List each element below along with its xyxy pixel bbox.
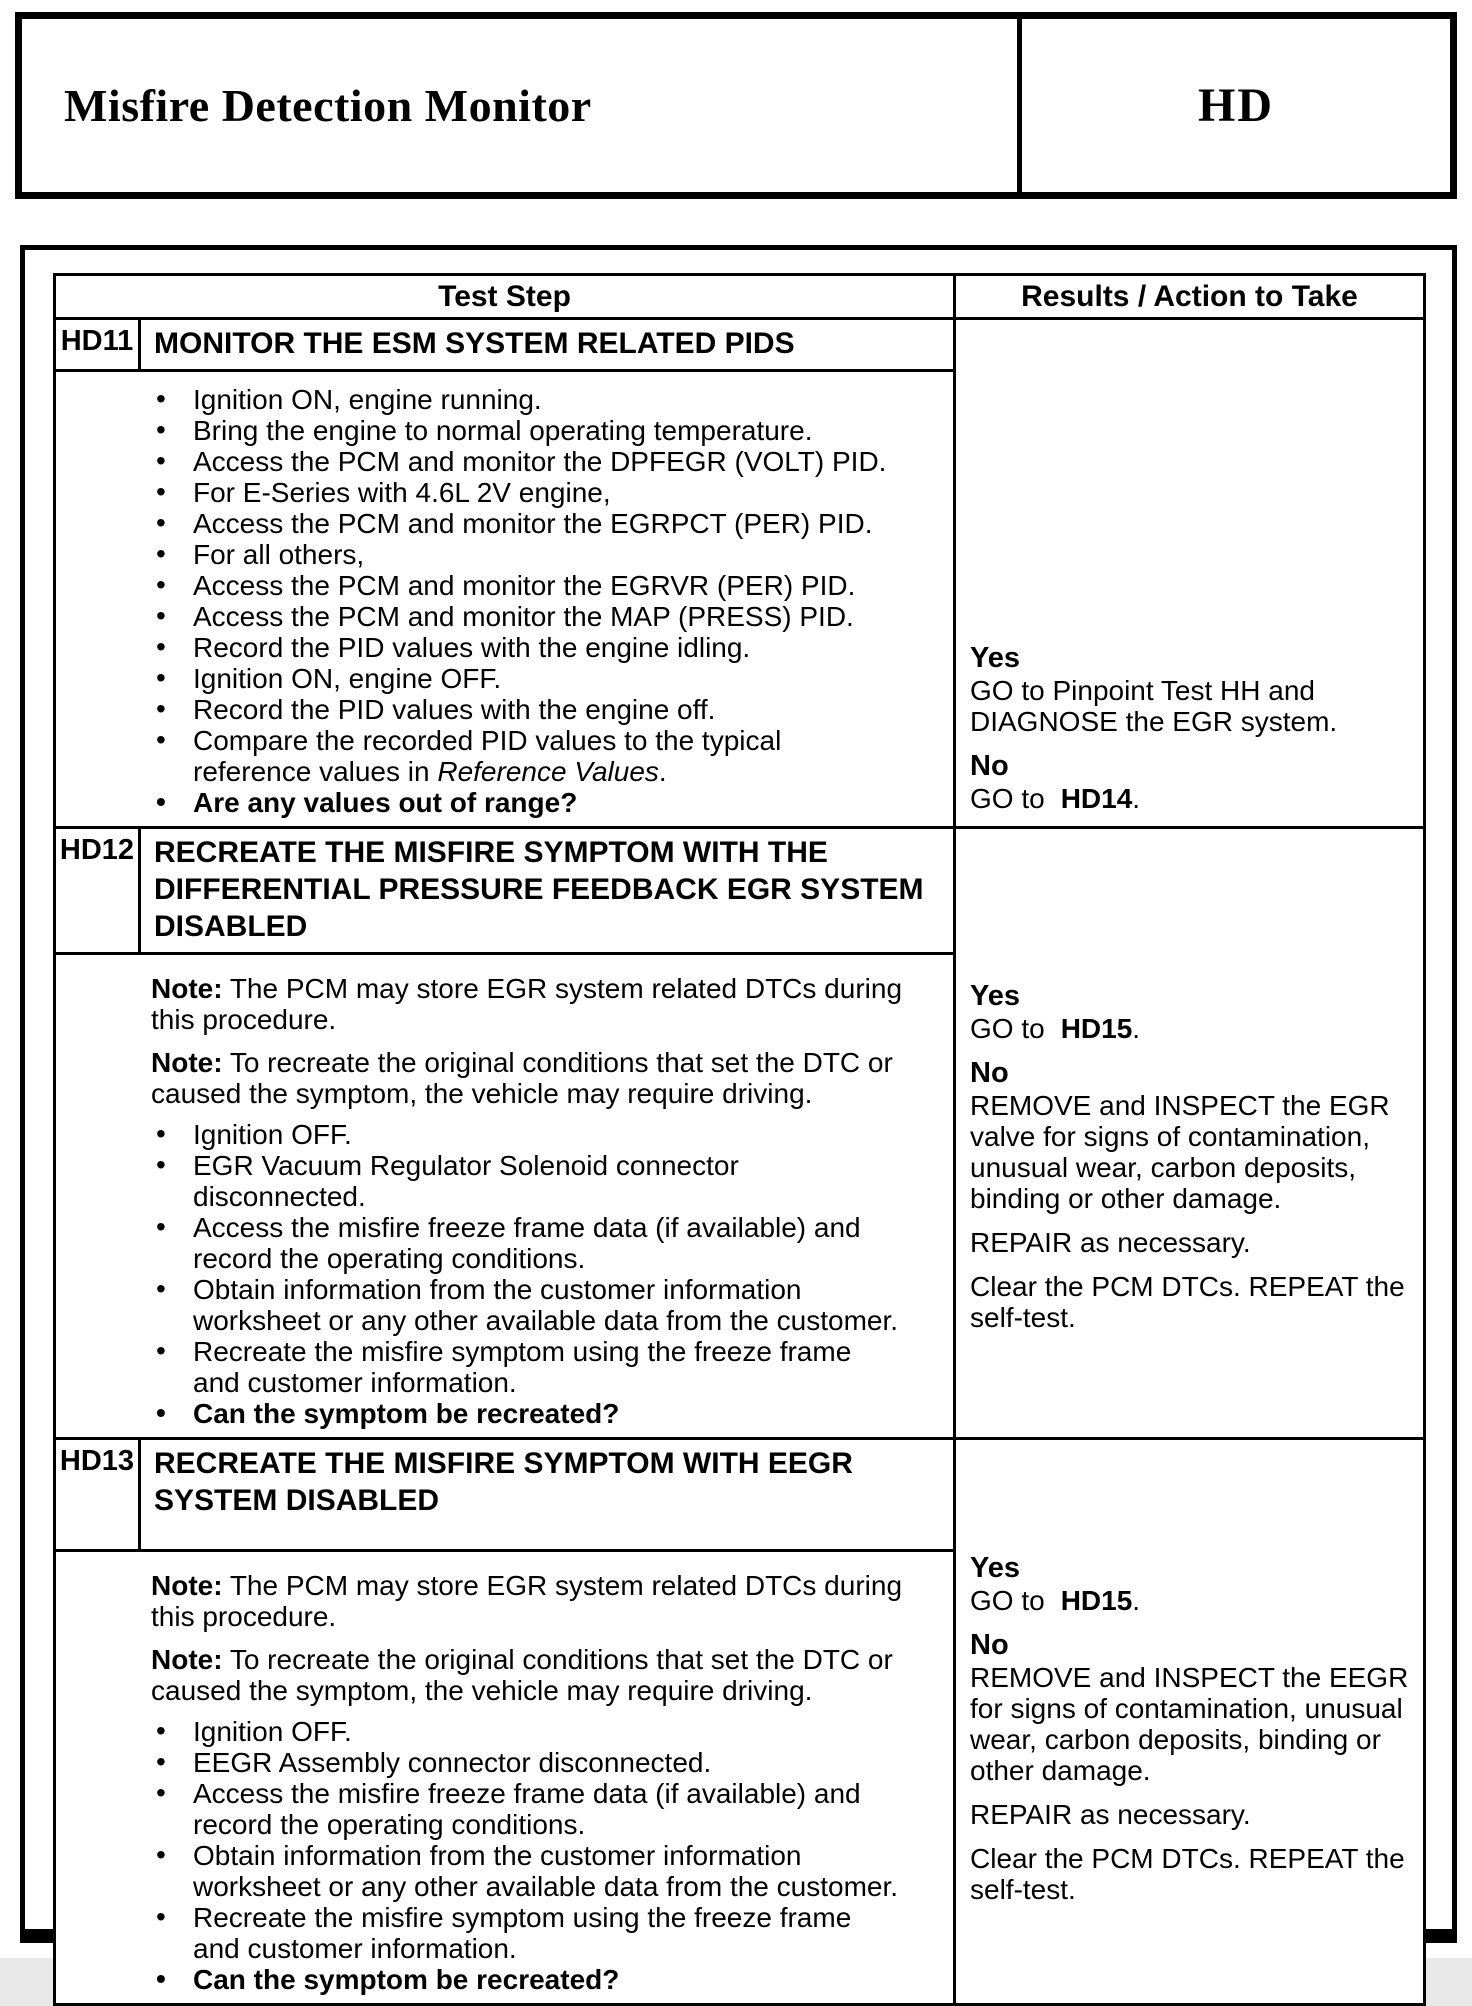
hd11-heading-row (56, 320, 953, 372)
table-row-hd11 (56, 317, 1423, 826)
list-item: • Ignition OFF. (56, 1716, 953, 1747)
table-row-hd13 (56, 1437, 1423, 2003)
yes-action: GO to Pinpoint Test HH and DIAGNOSE the EGR system. (970, 675, 1338, 737)
note-label: Note: (151, 1644, 223, 1675)
hd11-step-body (56, 372, 953, 826)
yes-action (970, 1013, 1413, 1044)
list-item: • Obtain information from the customer information worksheet or any other available data from the customer. (56, 1840, 953, 1902)
goto-target-hd14: HD14 (1060, 783, 1133, 814)
goto-target-hd15: HD15 (1060, 1585, 1133, 1616)
note-paragraph (56, 1570, 953, 1632)
list-item: • Record the PID values with the engine idling. (56, 632, 953, 663)
title-banner-left-cell (22, 19, 1022, 192)
list-item: • Ignition OFF. (56, 1119, 953, 1150)
outer-frame (20, 245, 1457, 1995)
list-item (56, 725, 953, 787)
note-label: Note: (151, 1570, 223, 1601)
goto-suffix: . (1132, 783, 1141, 814)
goto-prefix: GO to (970, 783, 1045, 814)
yes-label: Yes (970, 1552, 1020, 1584)
no-label: No (970, 1056, 1009, 1089)
hd11-results-cell (956, 320, 1423, 826)
yes-label: Yes (970, 642, 1020, 674)
list-item: • Ignition ON, engine running. (56, 384, 953, 415)
no-action-paragraph: REPAIR as necessary. (970, 1799, 1251, 1830)
goto-suffix: . (1132, 1585, 1141, 1616)
list-item: • Access the PCM and monitor the EGRPCT (PER) PID. (56, 508, 953, 539)
hd13-step-id: HD13 (56, 1440, 141, 1549)
no-action-paragraph: REMOVE and INSPECT the EGR valve for signs of contamination, unusual wear, carbon deposits, binding or other damage. (970, 1089, 1390, 1214)
list-item: • Bring the engine to normal operating temperature. (56, 415, 953, 446)
list-item: • For E-Series with 4.6L 2V engine, (56, 477, 953, 508)
note-text: The PCM may store EGR system related DTCs during this procedure. (151, 973, 903, 1035)
hd12-step-body (56, 955, 953, 1437)
pinpoint-test-code: HD (1198, 79, 1274, 132)
hd13-step-title: RECREATE THE MISFIRE SYMPTOM WITH EEGR SYSTEM DISABLED (154, 1447, 853, 1517)
hd11-question: • Are any values out of range? (56, 787, 953, 818)
note-text: The PCM may store EGR system related DTCs during this procedure. (151, 1570, 903, 1632)
no-action-paragraph: REMOVE and INSPECT the EEGR for signs of contamination, unusual wear, carbon deposits, binding or other damage. (970, 1662, 1409, 1786)
list-item: • For all others, (56, 539, 953, 570)
table-row-hd12 (56, 826, 1423, 1437)
no-action-paragraph: Clear the PCM DTCs. REPEAT the self-test. (970, 1843, 1405, 1905)
note-paragraph (56, 973, 953, 1035)
hd12-results-cell (956, 829, 1423, 1437)
note-paragraph (56, 1047, 953, 1109)
hd11-step-title: MONITOR THE ESM SYSTEM RELATED PIDS (154, 327, 795, 360)
compare-bullet-suffix: . (658, 756, 667, 787)
list-item: • Access the PCM and monitor the DPFEGR (VOLT) PID. (56, 446, 953, 477)
page-title: Misfire Detection Monitor (64, 80, 592, 131)
table-header-row (56, 276, 1423, 317)
column-header-test-step: Test Step (56, 276, 956, 317)
note-text: To recreate the original conditions that set the DTC or caused the symptom, the vehicle may require driving. (151, 1047, 893, 1109)
list-item: • Access the PCM and monitor the MAP (PRESS) PID. (56, 601, 953, 632)
hd13-results-cell (956, 1440, 1423, 2003)
list-item: • Access the misfire freeze frame data (if available) and record the operating conditions. (56, 1212, 953, 1274)
list-item: • Record the PID values with the engine off. (56, 694, 953, 725)
hd11-bullet-list (56, 384, 953, 818)
list-item: • Ignition ON, engine OFF. (56, 663, 953, 694)
hd13-bullet-list (56, 1716, 953, 1995)
goto-prefix: GO to (970, 1012, 1045, 1044)
hd12-test-step-cell (56, 829, 956, 1437)
note-label: Note: (151, 973, 223, 1004)
no-action (970, 783, 1413, 814)
hd13-heading-row (56, 1440, 953, 1552)
title-banner (15, 12, 1457, 199)
hd13-step-body (56, 1552, 953, 2003)
hd11-test-step-cell (56, 320, 956, 826)
note-label: Note: (151, 1047, 223, 1078)
list-item: • Access the PCM and monitor the EGRVR (PER) PID. (56, 570, 953, 601)
hd12-step-title: RECREATE THE MISFIRE SYMPTOM WITH THE DIFFERENTIAL PRESSURE FEEDBACK EGR SYSTEM DISABLED (154, 836, 924, 943)
no-label: No (970, 750, 1009, 782)
hd12-step-id: HD12 (56, 829, 141, 952)
reference-values-link-text: Reference Values (437, 756, 659, 787)
list-item: • EEGR Assembly connector disconnected. (56, 1747, 953, 1778)
title-banner-right-cell (1022, 19, 1450, 192)
yes-label: Yes (970, 979, 1020, 1012)
no-action-paragraph: REPAIR as necessary. (970, 1226, 1251, 1258)
list-item: • Recreate the misfire symptom using the freeze frame and customer information. (56, 1902, 953, 1964)
list-item: • EGR Vacuum Regulator Solenoid connector disconnected. (56, 1150, 953, 1212)
yes-action (970, 1585, 1413, 1616)
list-item: • Access the misfire freeze frame data (if available) and record the operating conditions. (56, 1778, 953, 1840)
note-text: To recreate the original conditions that set the DTC or caused the symptom, the vehicle may require driving. (151, 1644, 893, 1706)
list-item: • Recreate the misfire symptom using the freeze frame and customer information. (56, 1336, 953, 1398)
goto-suffix: . (1132, 1012, 1141, 1044)
hd12-heading-row (56, 829, 953, 955)
goto-target-hd15: HD15 (1060, 1012, 1133, 1044)
hd13-question: • Can the symptom be recreated? (56, 1964, 953, 1995)
column-header-results: Results / Action to Take (1021, 279, 1358, 313)
hd11-step-id: HD11 (56, 320, 141, 369)
hd13-test-step-cell (56, 1440, 956, 2003)
pinpoint-test-table (53, 273, 1426, 2006)
list-item: • Obtain information from the customer information worksheet or any other available data from the customer. (56, 1274, 953, 1336)
note-paragraph (56, 1644, 953, 1706)
no-action-paragraph: Clear the PCM DTCs. REPEAT the self-test. (970, 1270, 1405, 1333)
no-label: No (970, 1629, 1009, 1661)
hd12-bullet-list (56, 1119, 953, 1429)
hd12-question: • Can the symptom be recreated? (56, 1398, 953, 1429)
compare-bullet-prefix: Compare the recorded PID values to the typical reference values in (193, 725, 782, 787)
goto-prefix: GO to (970, 1585, 1045, 1616)
